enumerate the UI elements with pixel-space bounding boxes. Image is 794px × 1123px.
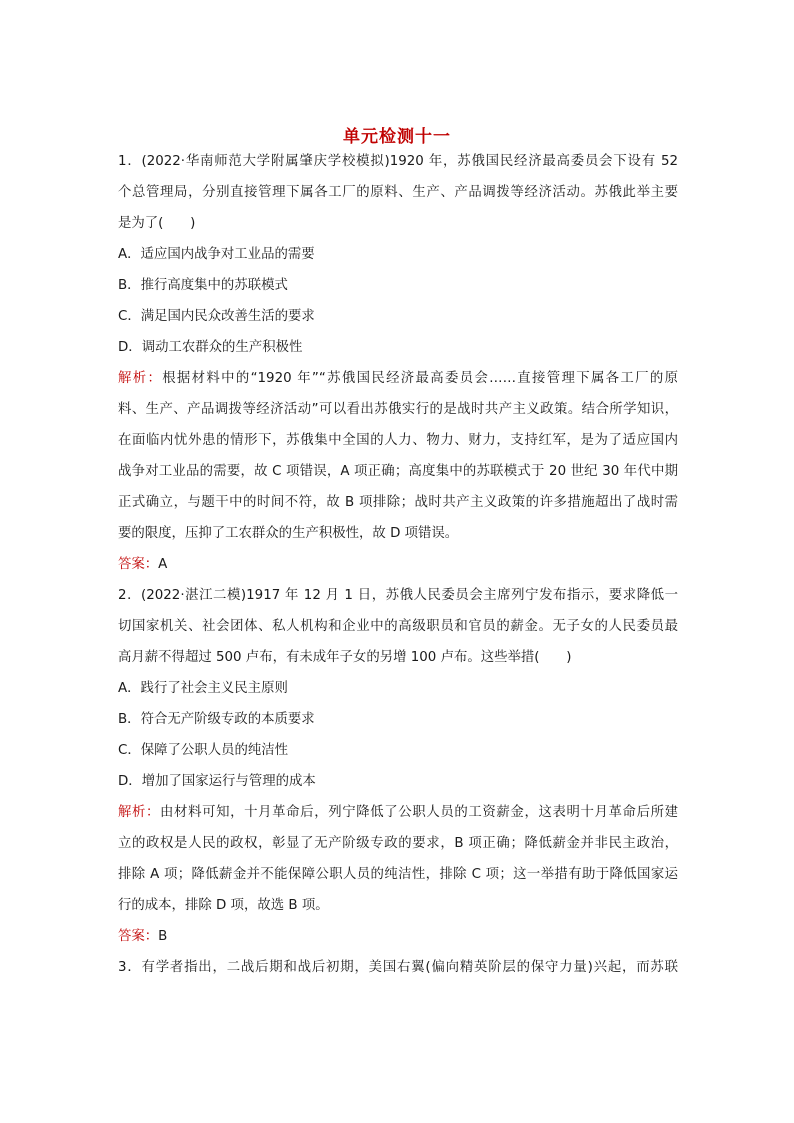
q1-analysis-line-5: 正式确立，与题干中的时间不符，故 B 项排除；战时共产主义政策的许多措施超出了战时需 <box>118 495 678 510</box>
q1-option-d: D．调动工农群众的生产积极性 <box>118 340 303 355</box>
q2-analysis-line-1 <box>118 803 678 823</box>
q1-option-b: B．推行高度集中的苏联模式 <box>118 278 288 293</box>
page-title: 单元检测十一 <box>343 127 451 147</box>
q1-analysis-line-3: 在面临内忧外患的情形下，苏俄集中全国的人力、物力、财力，支持红军，是为了适应国内 <box>118 433 678 448</box>
q2-option-b: B．符合无产阶级专政的本质要求 <box>118 712 315 727</box>
q2-analysis-line-2: 立的政权是人民的政权，彰显了无产阶级专政的要求，B 项正确；降低薪金并非民主政治， <box>118 836 678 851</box>
q2-stem-line-1: 2．(2022·湛江二模)1917 年 12 月 1 日，苏俄人民委员会主席列宁发布指示，要求降低一 <box>118 588 678 603</box>
q1-analysis-label: 解析： <box>118 371 163 386</box>
q1-analysis-text-1: 根据材料中的“1920 年”“苏俄国民经济最高委员会……直接管理下属各工厂的原 <box>162 371 678 386</box>
q1-stem-line-3: 是为了( ) <box>118 216 196 231</box>
q2-analysis-label: 解析： <box>118 805 161 820</box>
q1-answer <box>118 555 678 575</box>
q2-analysis-text-1: 由材料可知，十月革命后，列宁降低了公职人员的工资薪金，这表明十月革命后所建 <box>160 805 678 820</box>
q2-answer-label: 答案： <box>118 929 159 944</box>
q2-option-d: D．增加了国家运行与管理的成本 <box>118 774 316 789</box>
q2-stem-line-2: 切国家机关、社会团体、私人机构和企业中的高级职员和官员的薪金。无子女的人民委员最 <box>118 619 678 634</box>
q1-option-a: A．适应国内战争对工业品的需要 <box>118 247 315 262</box>
q2-analysis-line-3: 排除 A 项；降低薪金并不能保障公职人员的纯洁性，排除 C 项；这一举措有助于降低国家运 <box>118 867 678 882</box>
q1-stem-line-1: 1．(2022·华南师范大学附属肇庆学校模拟)1920 年，苏俄国民经济最高委员会下设有 52 <box>118 154 678 169</box>
q1-analysis-line-6: 要的限度，压抑了工农群众的生产积极性，故 D 项错误。 <box>118 526 459 541</box>
q2-analysis-line-4: 行的成本，排除 D 项，故选 B 项。 <box>118 898 329 913</box>
q2-option-c: C．保障了公职人员的纯洁性 <box>118 743 289 758</box>
q3-stem-line-1: 3．有学者指出，二战后期和战后初期，美国右翼(偏向精英阶层的保守力量)兴起，而苏联 <box>118 960 678 975</box>
q2-answer <box>118 927 678 947</box>
q1-analysis-line-4: 战争对工业品的需要，故 C 项错误，A 项正确；高度集中的苏联模式于 20 世纪 30 年代中期 <box>118 464 678 479</box>
q1-answer-label: 答案： <box>118 557 159 572</box>
q2-option-a: A．践行了社会主义民主原则 <box>118 681 288 696</box>
q1-stem-line-2: 个总管理局，分别直接管理下属各工厂的原料、生产、产品调拨等经济活动。苏俄此举主要 <box>118 185 678 200</box>
q1-option-c: C．满足国内民众改善生活的要求 <box>118 309 315 324</box>
q1-answer-value: A <box>158 557 168 572</box>
q2-stem-line-3: 高月薪不得超过 500 卢布，有未成年子女的另增 100 卢布。这些举措( ) <box>118 650 572 665</box>
q1-analysis-line-2: 料、生产、产品调拨等经济活动”可以看出苏俄实行的是战时共产主义政策。结合所学知识， <box>118 402 678 417</box>
q1-analysis-line-1 <box>118 369 678 389</box>
q2-answer-value: B <box>158 929 168 944</box>
